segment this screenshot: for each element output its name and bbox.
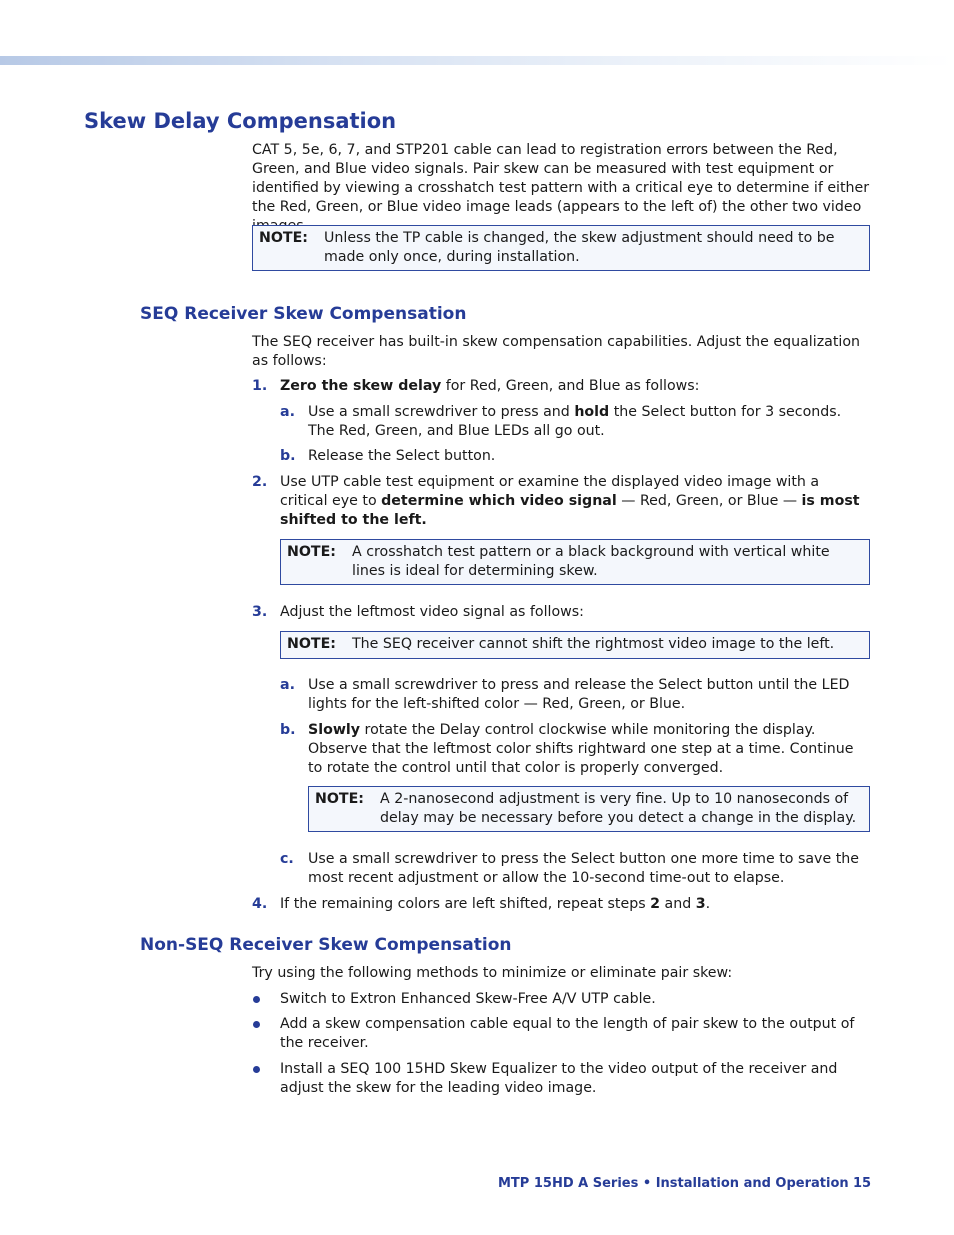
section-title-seq: SEQ Receiver Skew Compensation [140,304,467,324]
step-number-2: 2. [252,474,268,490]
nonseq-intro: Try using the following methods to minimize or eliminate pair skew: [252,965,733,981]
step-4-ref-2: 2 [650,896,661,912]
note-text: A 2-nanosecond adjustment is very fine. Up to 10 nanoseconds of delay may be necessary before you detect a change in the display. [380,791,857,826]
step-3a-text: Use a small screwdriver to press and release the Select button until the LED lights for the left-shifted color — Red, Green, or Blue. [308,677,850,712]
step-letter-3b: b. [280,722,296,738]
step-letter-1b: b. [280,448,296,464]
bullet-icon [253,1066,260,1073]
intro-paragraph: CAT 5, 5e, 6, 7, and STP201 cable can lead to registration errors between the Red, Green, and Blue video signals. Pair skew can be measured with test equipment or identified by viewing a crosshatch test pattern with a critical eye to determine if either the Red, Green, or Blue video image leads (appears to the left of) the other two video [252,142,870,215]
page-number: 15 [853,1176,872,1191]
note-box-3 [280,631,870,659]
step-number-4: 4. [252,896,268,912]
step-letter-1a: a. [280,404,295,420]
list-item: Install a SEQ 100 15HD Skew Equalizer to the video output of the receiver and adjust the skew for the leading video image. [280,1061,838,1096]
step-3-text: Adjust the leftmost video signal as follows: [280,604,584,620]
step-letter-3c: c. [280,851,294,867]
step-2-text [280,473,864,530]
step-2-bold-1: determine which video signal [381,493,617,509]
step-2-bold-2: is most shifted to the left. [280,493,860,528]
header-gradient-bar [0,56,954,65]
seq-intro: The SEQ receiver has built-in skew compensation capabilities. Adjust the equalization as follows: [252,334,861,369]
step-3b-text [308,721,872,778]
step-1a-post: the Select button for 3 seconds. The Red, Green, and Blue LEDs all go out. [308,404,842,439]
step-1a-bold: hold [574,404,610,420]
note-text: The SEQ receiver cannot shift the rightmost video image to the left. [352,636,835,652]
list-item: Add a skew compensation cable equal to the length of pair skew to the output of the receiver. [280,1016,855,1051]
page-title: Skew Delay Compensation [84,109,397,133]
step-1b-text: Release the Select button. [308,448,496,464]
note-box-1 [252,225,870,271]
footer-title: MTP 15HD A Series • Installation and Operation [498,1176,849,1191]
step-4-post: . [705,896,711,912]
step-number-1: 1. [252,378,268,394]
step-1-bold: Zero the skew delay [280,378,442,394]
note-label: NOTE: [287,544,336,560]
step-letter-3a: a. [280,677,295,693]
note-text: A crosshatch test pattern or a black background with vertical white lines is ideal for determining skew. [352,544,830,579]
step-3b-rest: rotate the Delay control clockwise while monitoring the display. [360,722,816,738]
step-3b-line-2: Observe that the leftmost color shifts rightward one step at a time. Continue to rotate the control until that color is properly converged. [308,741,854,776]
step-1-text [280,377,870,396]
step-1a-pre: Use a small screwdriver to press and [308,404,575,420]
step-2-pre: Use UTP cable test equipment or examine the displayed video image with a critical eye to [280,474,820,509]
step-1a-text [308,403,870,441]
bullet-icon [253,996,260,1003]
step-2-mid: — Red, Green, or Blue — [616,493,802,509]
note-label: NOTE: [287,636,336,652]
note-label: NOTE: [259,230,308,246]
bullet-icon [253,1021,260,1028]
note-box-2 [280,539,870,585]
step-number-3: 3. [252,604,268,620]
note-text: Unless the TP cable is changed, the skew adjustment should need to be made only once, during installation. [324,230,835,265]
step-4-text [280,895,870,914]
step-4-pre: If the remaining colors are left shifted, repeat steps [280,896,651,912]
step-4-ref-3: 3 [695,896,706,912]
section-title-nonseq: Non-SEQ Receiver Skew Compensation [140,935,512,955]
step-1-rest: for Red, Green, and Blue as follows: [441,378,700,394]
list-item: Switch to Extron Enhanced Skew-Free A/V UTP cable. [280,991,656,1007]
step-3c-text: Use a small screwdriver to press the Select button one more time to save the most recent adjustment or allow the 10-second time-out to elapse. [308,851,859,886]
step-3b-bold: Slowly [308,722,361,738]
step-4-mid: and [660,896,696,912]
note-label: NOTE: [315,791,364,807]
note-box-4 [308,786,870,832]
